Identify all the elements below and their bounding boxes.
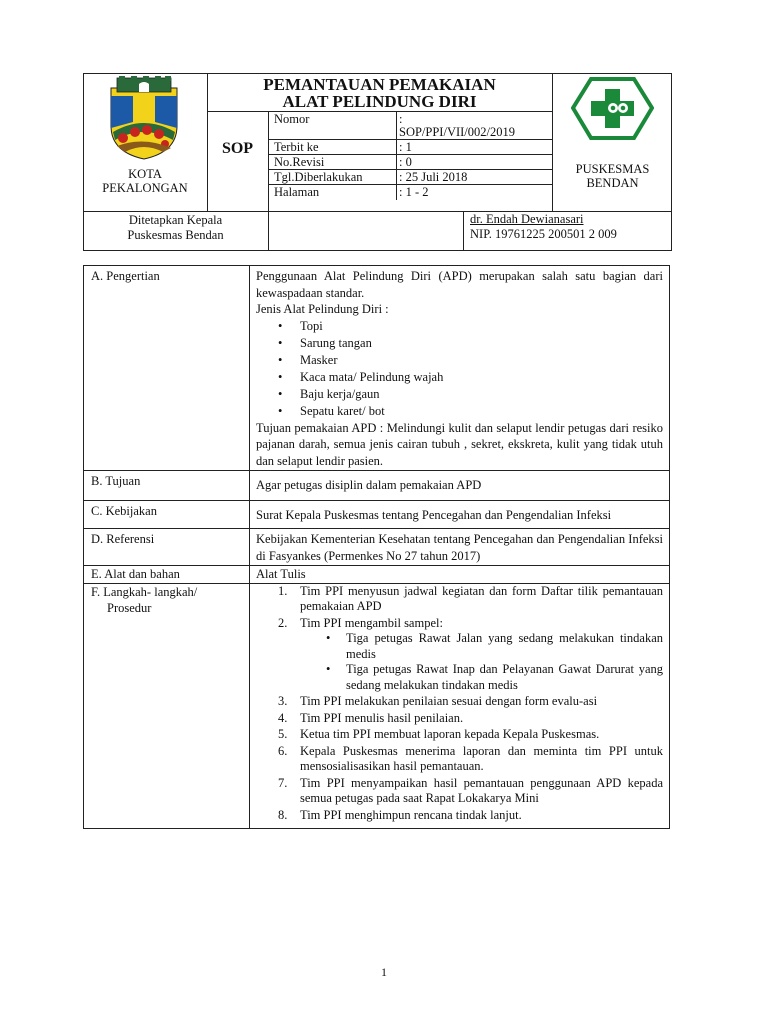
- list-item: • Masker: [300, 352, 663, 369]
- content-langkah: [250, 583, 670, 829]
- right-org-name: PUSKESMAS BENDAN: [575, 162, 650, 190]
- label-kebijakan: C. Kebijakan: [84, 500, 250, 529]
- established-by: Ditetapkan Kepala Puskesmas Bendan: [127, 213, 224, 242]
- meta-label-terbit: Terbit ke: [274, 140, 319, 154]
- meta-value-halaman: : 1 - 2: [399, 185, 429, 199]
- list-item: • Sarung tangan: [300, 335, 663, 352]
- signer-nip: NIP. 19761225 200501 2 009: [470, 227, 617, 241]
- label-pengertian: A. Pengertian: [84, 266, 250, 471]
- content-referensi: Kebijakan Kementerian Kesehatan tentang Pencegahan dan Pengendalian Infeksi di Fasyankes (Permenkes No 27 tahun 2017): [250, 529, 670, 566]
- meta-label-tgl: Tgl.Diberlakukan: [274, 170, 363, 184]
- sample-list: [300, 631, 663, 693]
- content-pengertian: Penggunaan Alat Pelindung Diri (APD) merupakan salah satu bagian dari kewaspadaan standar. Jenis Alat Pelindung Diri : • Topi • Sarung tangan • Masker • Kaca mata/ Pelindung wajah • Baju kerja/gaun • Sepatu karet/ bot Tujuan pemakaian APD : Melindungi kulit dan selaput lendir petugas dari resiko pajanan darah, semua jenis cairan tubuh , sekret, ekskreta, kulit yang tidak utuh dan selaput lendir pasien.: [250, 266, 670, 471]
- document-title: PEMANTAUAN PEMAKAIAN ALAT PELINDUNG DIRI: [263, 75, 496, 111]
- label-alat: E. Alat dan bahan: [84, 566, 250, 584]
- content-alat: Alat Tulis: [250, 566, 670, 584]
- meta-value-sop-number: SOP/PPI/VII/002/2019: [399, 125, 515, 139]
- row-alat: [84, 566, 670, 584]
- content-tujuan: Agar petugas disiplin dalam pemakaian APD: [250, 471, 670, 501]
- list-item: • Baju kerja/gaun: [300, 386, 663, 403]
- label-tujuan: B. Tujuan: [84, 471, 250, 501]
- step-item: 4. Tim PPI menulis hasil penilaian.: [278, 710, 464, 725]
- step-item: 7. Tim PPI menyampaikan hasil pemantauan penggunaan APD kepada semua petugas pada saat Rapat Lokakarya Mini: [278, 775, 663, 805]
- procedure-table: [83, 265, 670, 829]
- city-crest-logo: [103, 76, 185, 160]
- meta-value-revisi: : 0: [399, 155, 412, 169]
- step-item: 8. Tim PPI menghimpun rencana tindak lanjut.: [278, 807, 522, 822]
- list-item: • Topi: [300, 318, 663, 335]
- label-langkah: F. Langkah- langkah/ Prosedur: [84, 583, 250, 829]
- step-item: 6. Kepala Puskesmas menerima laporan dan meminta tim PPI untuk mensosialisasikan hasil pemantauan.: [278, 743, 663, 773]
- page-number: 1: [381, 965, 387, 979]
- meta-label-nomor: Nomor: [274, 112, 310, 126]
- label-referensi: D. Referensi: [84, 529, 250, 566]
- list-item: • Tiga petugas Rawat Jalan yang sedang melakukan tindakan medis: [346, 631, 663, 662]
- meta-label-revisi: No.Revisi: [274, 155, 325, 169]
- meta-value-terbit: : 1: [399, 140, 412, 154]
- row-referensi: [84, 529, 670, 566]
- row-kebijakan: [84, 500, 670, 529]
- step-item: 3. Tim PPI melakukan penilaian sesuai dengan form evalu-asi: [278, 694, 598, 708]
- puskesmas-logo: [571, 77, 654, 140]
- list-item: • Kaca mata/ Pelindung wajah: [300, 369, 663, 386]
- apd-list: [256, 318, 663, 420]
- row-langkah: [84, 583, 670, 829]
- meta-value-tgl: : 25 Juli 2018: [399, 170, 468, 184]
- row-pengertian: [84, 266, 670, 471]
- meta-value-nomor: :: [399, 112, 403, 126]
- content-kebijakan: Surat Kepala Puskesmas tentang Pencegahan dan Pengendalian Infeksi: [250, 500, 670, 529]
- list-item: • Sepatu karet/ bot: [300, 403, 663, 420]
- sop-label: SOP: [221, 140, 254, 157]
- step-item: 2. Tim PPI mengambil sampel: • Tiga petugas Rawat Jalan yang sedang melakukan tindakan medis • Tiga petugas Rawat Inap dan Pelayanan Gawat Darurat yang sedang melakukan tindakan medis: [300, 616, 663, 694]
- signer-name: dr. Endah Dewianasari: [470, 212, 584, 226]
- left-org-name: KOTA PEKALONGAN: [102, 167, 188, 195]
- row-tujuan: [84, 471, 670, 501]
- step-item: 5. Ketua tim PPI membuat laporan kepada Kepala Puskesmas.: [278, 727, 600, 741]
- meta-label-halaman: Halaman: [274, 185, 320, 199]
- list-item: • Tiga petugas Rawat Inap dan Pelayanan Gawat Darurat yang sedang melakukan tindakan medis: [346, 662, 663, 693]
- procedure-steps: [256, 584, 663, 824]
- step-item: 1. Tim PPI menyusun jadwal kegiatan dan form Daftar tilik pemantauan pemakaian APD: [278, 583, 663, 613]
